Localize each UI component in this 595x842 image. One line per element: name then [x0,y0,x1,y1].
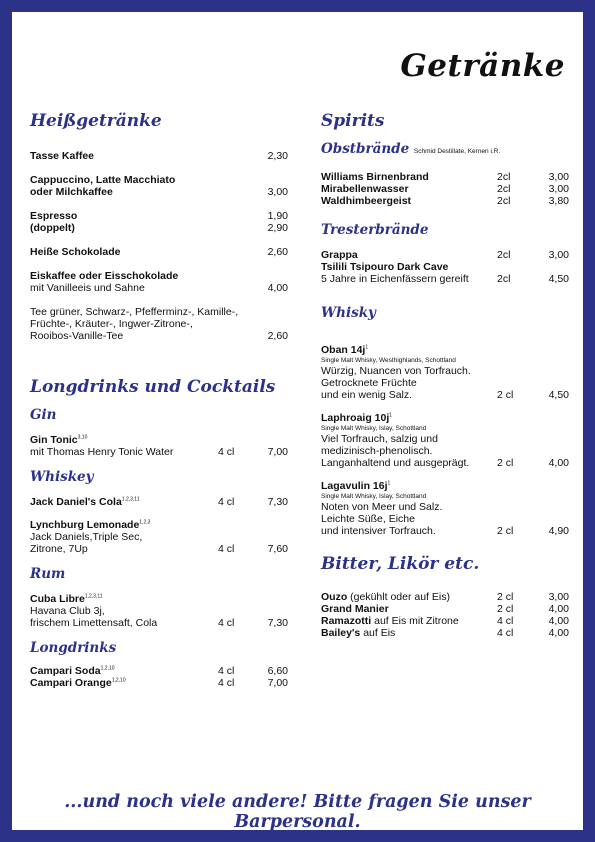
item-desc: auf Eis mit Zitrone [371,615,459,627]
item-qty: 2cl [497,195,511,207]
menu-item [30,150,288,162]
item-qty: 2 cl [497,457,514,469]
menu-item [30,519,288,555]
menu-item [30,496,288,508]
item-name: Bailey's [321,627,361,639]
item-name: Espresso [30,210,78,222]
menu-item [30,434,288,458]
item-name: Grappa [321,249,358,261]
section-heading-hot: Heißgetränke [30,111,162,131]
item-desc: und intensiver Torfrauch. [321,525,436,537]
menu-item [30,306,288,342]
item-qty: 4 cl [218,543,235,555]
item-name-cont: (doppelt) [30,222,75,234]
section-heading-bitter: Bitter, Likör etc. [321,554,480,574]
item-desc: Rooibos-Vanille-Tee [30,330,124,342]
page-title: Getränke [400,48,565,84]
item-qty: 2cl [497,183,511,195]
item-qty: 2 cl [497,389,514,401]
item-price: 4,00 [548,603,569,615]
item-price: 2,30 [267,150,288,162]
item-desc: mit Vanilleeis und Sahne [30,282,145,294]
item-price: 2,60 [267,246,288,258]
item-price: 7,00 [267,446,288,458]
item-name: Grand Manier [321,603,389,615]
item-price: 7,60 [267,543,288,555]
subheading-tresterbraende: Tresterbrände [321,222,429,238]
item-desc: medizinisch-phenolisch. [321,445,433,457]
item-desc: Viel Torfrauch, salzig und [321,433,438,445]
item-name: Tasse Kaffee [30,150,95,162]
allergen-note: 1,2,10 [111,677,126,684]
allergen-note: 1,2,3 [139,519,151,526]
item-origin: Single Malt Whisky, Islay, Schottland [321,493,427,500]
item-name: Gin Tonic [30,434,78,446]
item-qty: 2 cl [497,603,514,615]
menu-item [321,261,569,285]
item-qty: 2cl [497,249,511,261]
menu-item [321,412,569,469]
item-name: Campari Soda [30,665,101,677]
item-qty: 2 cl [497,525,514,537]
subheading-whisky: Whisky [321,305,376,321]
item-price: 6,60 [267,665,288,677]
subheading-obstbraende [321,140,569,161]
item-qty: 4 cl [218,446,235,458]
item-name: Waldhimbeergeist [321,195,412,207]
item-desc: Havana Club 3j, [30,605,105,617]
allergen-note: 1 [365,344,369,351]
item-desc: Früchte-, Kräuter-, Ingwer-Zitrone-, [30,318,193,330]
item-qty: 4 cl [218,665,235,677]
item-price: 3,80 [548,195,569,207]
item-desc: Getrocknete Früchte [321,377,417,389]
item-name: Jack Daniel's Cola [30,496,122,508]
item-name-cont: oder Milchkaffee [30,186,113,198]
obst-list [321,171,569,207]
item-price: 4,00 [548,627,569,639]
item-name: Lynchburg Lemonade [30,519,140,531]
item-name: Lagavulin 16j [321,480,388,492]
item-desc: Würzig, Nuancen von Torfrauch. [321,365,471,377]
menu-item [321,195,569,207]
item-price: 3,00 [548,171,569,183]
allergen-note: 1 [387,480,391,487]
item-desc: (gekühlt oder auf Eis) [347,591,450,603]
item-name: Ramazotti [321,615,372,627]
item-desc: Tee grüner, Schwarz-, Pfefferminz-, Kamille-, [30,306,239,318]
item-name: Heiße Schokolade [30,246,121,258]
menu-item [321,249,569,261]
item-desc: Jack Daniels,Triple Sec, [30,531,143,543]
producer-note: Schmid Destillate, Kernen i.R. [413,148,501,155]
item-name: Tsilili Tsipouro Dark Cave [321,261,449,273]
item-origin: Single Malt Whisky, Islay, Schottland [321,425,427,432]
item-price: 3,00 [548,249,569,261]
item-price: 7,30 [267,617,288,629]
menu-item [321,171,569,183]
item-price: 4,00 [267,282,288,294]
item-price: 7,00 [267,677,288,689]
subheading-label: Obstbrände [321,141,410,157]
section-heading-longdrinks: Longdrinks und Cocktails [30,377,276,397]
menu-item [30,210,288,234]
menu-item [321,603,569,615]
subheading-rum: Rum [30,566,66,582]
item-price: 3,00 [548,591,569,603]
menu-item [30,174,288,198]
item-name: Eiskaffee oder Eisschokolade [30,270,179,282]
item-name: Williams Birnenbrand [321,171,429,183]
menu-item [30,270,288,294]
item-qty: 2cl [497,171,511,183]
subheading-longdrinks: Longdrinks [30,640,117,656]
item-desc: und ein wenig Salz. [321,389,413,401]
menu-item [30,665,288,677]
menu-item [321,615,569,627]
item-price: 2,60 [267,330,288,342]
subheading-gin: Gin [30,407,57,423]
item-price: 4,00 [548,615,569,627]
item-qty: 4 cl [218,617,235,629]
item-name: Laphroaig 10j [321,412,390,424]
item-qty: 4 cl [218,677,235,689]
menu-item [30,246,288,258]
item-desc: Leichte Süße, Eiche [321,513,415,525]
menu-item [321,480,569,537]
item-price: 4,00 [548,457,569,469]
item-name: Ouzo [321,591,348,603]
item-price: 1,90 [267,210,288,222]
item-price: 7,30 [267,496,288,508]
item-name: Mirabellenwasser [321,183,409,195]
menu-item [321,344,569,401]
item-qty: 2cl [497,273,511,285]
item-name: Oban 14j [321,344,366,356]
item-desc: Zitrone, 7Up [30,543,88,555]
allergen-note: 1,2,10 [100,665,115,672]
item-desc: 5 Jahre in Eichenfässern gereift [321,273,469,285]
left-column [30,108,288,689]
item-price: 3,00 [548,183,569,195]
item-desc: mit Thomas Henry Tonic Water [30,446,174,458]
item-price: 4,50 [548,273,569,285]
item-name: Campari Orange [30,677,112,689]
item-desc: Noten von Meer und Salz. [321,501,443,513]
bitter-list [321,591,569,639]
menu-item [30,593,288,629]
item-qty: 4 cl [497,615,514,627]
item-desc: frischem Limettensaft, Cola [30,617,158,629]
allergen-note: 1 [389,412,393,419]
footer-note: ...und noch viele andere! Bitte fragen Sie unser Barpersonal. [64,792,531,832]
menu-item [321,183,569,195]
allergen-note: 1,2,3,11 [121,496,140,503]
item-qty: 4 cl [497,627,514,639]
menu-item [30,677,288,689]
item-desc: auf Eis [360,627,396,639]
menu-page [12,12,583,830]
item-qty: 2 cl [497,591,514,603]
menu-item [321,591,569,603]
allergen-note: 3,10 [77,434,88,441]
item-name: Cuba Libre [30,593,85,605]
item-name: Cappuccino, Latte Macchiato [30,174,176,186]
item-qty: 4 cl [218,496,235,508]
item-price: 3,00 [267,186,288,198]
section-heading-spirits: Spirits [321,111,385,131]
item-price: 4,50 [548,389,569,401]
item-desc: Langanhaltend und ausgeprägt. [321,457,470,469]
item-price: 2,90 [267,222,288,234]
item-origin: Single Malt Whisky, Westhighlands, Schottland [321,357,456,364]
subheading-whiskey: Whiskey [30,469,94,485]
menu-item [321,627,569,639]
right-column [321,108,569,639]
item-price: 4,90 [548,525,569,537]
allergen-note: 1,2,3,11 [84,593,103,600]
